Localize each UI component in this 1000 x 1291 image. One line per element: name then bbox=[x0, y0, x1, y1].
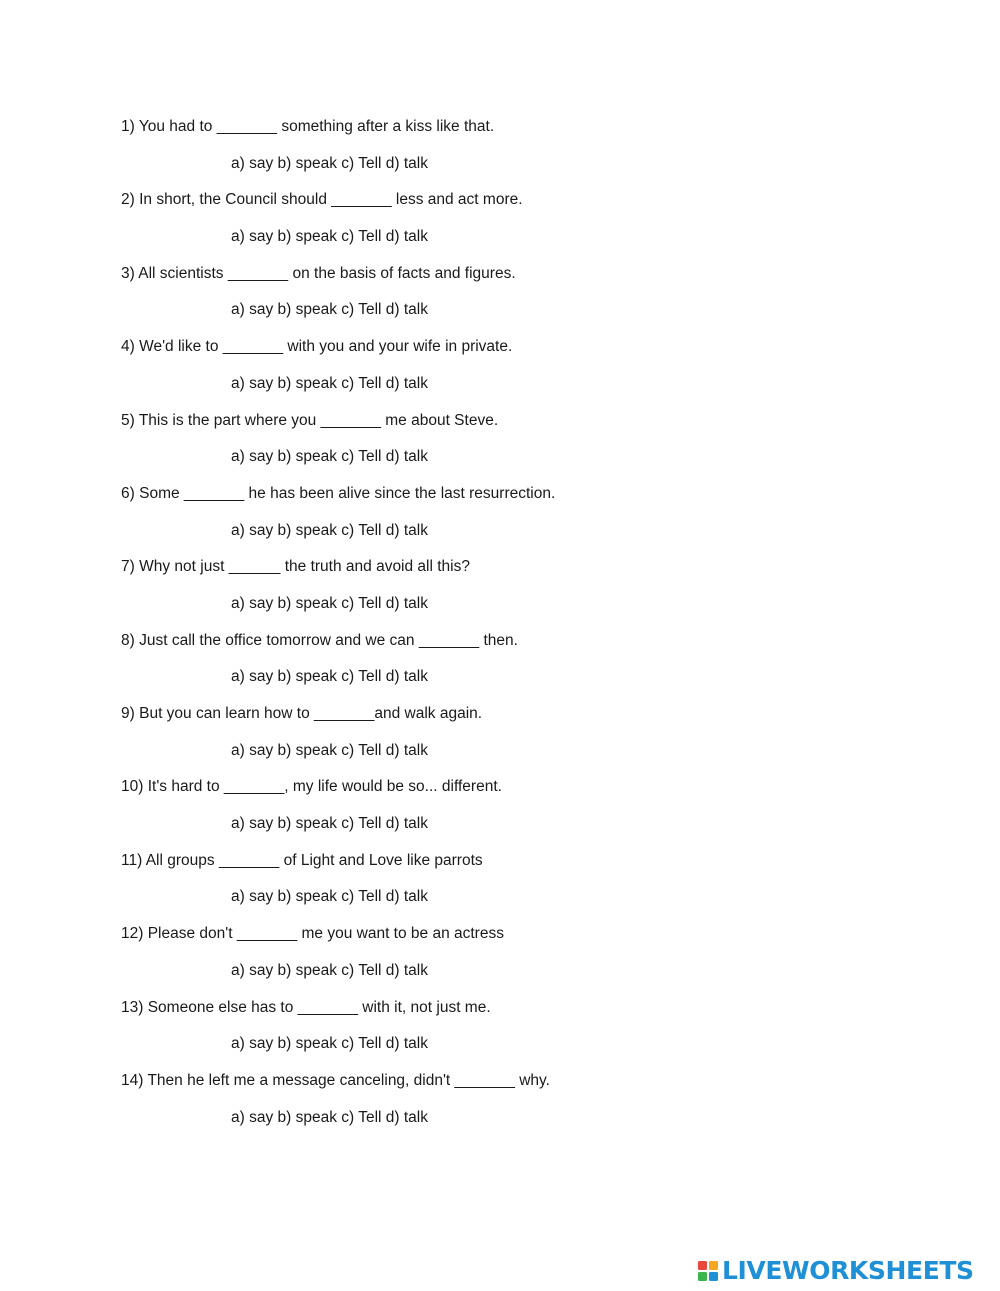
question-1 bbox=[121, 116, 881, 175]
question-sentence: Some _______ he has been alive since the last resurrection. bbox=[139, 484, 556, 502]
question-text bbox=[121, 923, 881, 945]
answer-options: a) say b) speak c) Tell d) talk bbox=[231, 1035, 428, 1053]
question-text bbox=[121, 263, 881, 285]
question-text bbox=[121, 336, 881, 358]
question-2 bbox=[121, 189, 881, 248]
answer-options: a) say b) speak c) Tell d) talk bbox=[231, 154, 428, 172]
question-text bbox=[121, 410, 881, 432]
question-number: 11) bbox=[121, 851, 143, 869]
question-text bbox=[121, 997, 881, 1019]
question-text bbox=[121, 556, 881, 578]
logo-block bbox=[698, 1272, 707, 1281]
answer-options: a) say b) speak c) Tell d) talk bbox=[231, 448, 428, 466]
question-number: 8) bbox=[121, 631, 135, 649]
answer-options: a) say b) speak c) Tell d) talk bbox=[231, 1108, 428, 1126]
question-number: 12) bbox=[121, 925, 144, 943]
question-sentence: This is the part where you _______ me about Steve. bbox=[138, 411, 499, 429]
question-sentence: Please don't _______ me you want to be an actress bbox=[147, 925, 504, 943]
question-sentence: Someone else has to _______ with it, not just me. bbox=[147, 998, 491, 1016]
question-number: 14) bbox=[121, 1071, 144, 1089]
question-9 bbox=[121, 703, 881, 762]
question-10 bbox=[121, 776, 881, 835]
question-number: 3) bbox=[121, 264, 135, 282]
answer-options: a) say b) speak c) Tell d) talk bbox=[231, 228, 428, 246]
question-number: 9) bbox=[121, 705, 135, 722]
question-5 bbox=[121, 410, 881, 469]
question-8 bbox=[121, 630, 881, 689]
logo-blocks-icon bbox=[698, 1261, 718, 1281]
question-6 bbox=[121, 483, 881, 542]
question-number: 7) bbox=[121, 558, 135, 576]
question-text bbox=[121, 1070, 881, 1092]
question-text bbox=[121, 776, 881, 798]
liveworksheets-logo bbox=[698, 1256, 974, 1286]
worksheet-questions bbox=[121, 116, 881, 1143]
logo-block bbox=[698, 1261, 707, 1270]
question-11 bbox=[121, 850, 881, 909]
answer-options: a) say b) speak c) Tell d) talk bbox=[231, 521, 428, 539]
answer-options: a) say b) speak c) Tell d) talk bbox=[231, 374, 428, 392]
answer-options: a) say b) speak c) Tell d) talk bbox=[231, 594, 428, 612]
question-14 bbox=[121, 1070, 881, 1129]
logo-block bbox=[709, 1272, 718, 1281]
question-text bbox=[121, 850, 881, 872]
answer-options: a) say b) speak c) Tell d) talk bbox=[231, 815, 428, 833]
question-sentence: Why not just ______ the truth and avoid all this? bbox=[139, 558, 470, 576]
question-number: 10) bbox=[121, 778, 144, 796]
question-text bbox=[121, 483, 881, 505]
logo-text: LIVEWORKSHEETS bbox=[722, 1256, 974, 1285]
answer-options: a) say b) speak c) Tell d) talk bbox=[231, 888, 428, 906]
question-text bbox=[121, 116, 881, 138]
question-number: 13) bbox=[121, 998, 144, 1016]
question-number: 1) bbox=[121, 118, 135, 135]
question-text bbox=[121, 189, 881, 211]
question-sentence: Then he left me a message canceling, didn't _______ why. bbox=[147, 1071, 550, 1089]
question-sentence: In short, the Council should _______ less and act more. bbox=[139, 191, 523, 209]
question-sentence: You had to _______ something after a kiss like that. bbox=[138, 118, 495, 135]
question-number: 5) bbox=[121, 411, 135, 429]
question-sentence: But you can learn how to _______and walk again. bbox=[139, 705, 483, 722]
question-sentence: All scientists _______ on the basis of facts and figures. bbox=[138, 264, 516, 282]
question-sentence: Just call the office tomorrow and we can _______ then. bbox=[139, 631, 518, 649]
question-4 bbox=[121, 336, 881, 395]
question-number: 6) bbox=[121, 484, 135, 502]
answer-options: a) say b) speak c) Tell d) talk bbox=[231, 301, 428, 319]
question-number: 2) bbox=[121, 191, 135, 209]
answer-options: a) say b) speak c) Tell d) talk bbox=[231, 668, 428, 686]
question-sentence: We'd like to _______ with you and your wife in private. bbox=[139, 338, 513, 356]
question-number: 4) bbox=[121, 338, 135, 356]
answer-options: a) say b) speak c) Tell d) talk bbox=[231, 741, 428, 759]
logo-block bbox=[709, 1261, 718, 1270]
question-3 bbox=[121, 263, 881, 322]
question-sentence: All groups _______ of Light and Love like parrots bbox=[145, 851, 483, 869]
question-text bbox=[121, 630, 881, 652]
question-text bbox=[121, 703, 881, 725]
question-7 bbox=[121, 556, 881, 615]
question-12 bbox=[121, 923, 881, 982]
question-sentence: It's hard to _______, my life would be so... different. bbox=[147, 778, 502, 796]
answer-options: a) say b) speak c) Tell d) talk bbox=[231, 961, 428, 979]
question-13 bbox=[121, 997, 881, 1056]
